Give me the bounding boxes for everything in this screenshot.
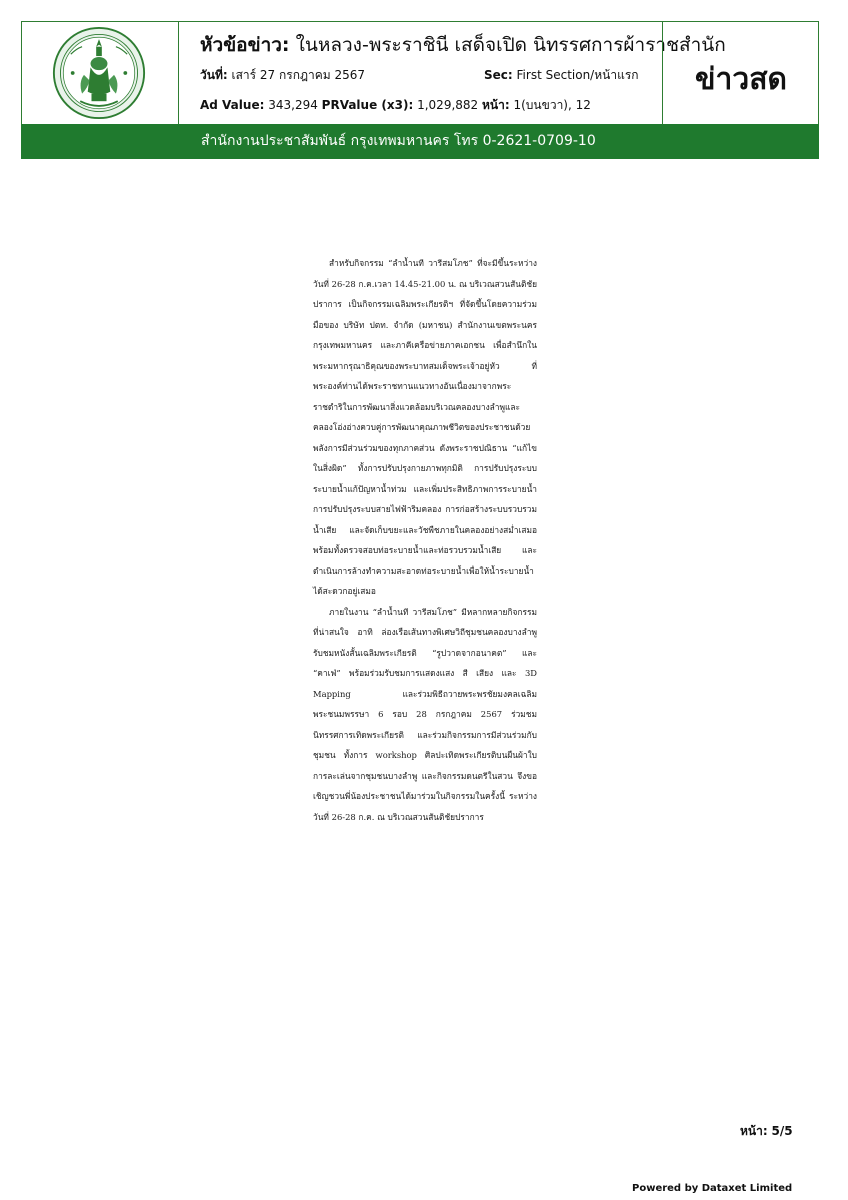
page-value: 1(บนขวา), 12 xyxy=(513,98,591,112)
pr-value-label: PRValue (x3): xyxy=(321,98,414,112)
publication-cell xyxy=(662,22,819,124)
agency-text: สำนักงานประชาสัมพันธ์ กรุงเทพมหานคร โทร 0-2621-0709-10 xyxy=(201,133,596,149)
publication-name: ข่าวสด xyxy=(695,62,787,97)
bangkok-seal-icon xyxy=(52,26,146,120)
article-paragraph: ภายในงาน “ลำน้ำนที วารีสมโภช” มีหลากหลายกิจกรรมที่น่าสนใจ อาทิ ล่องเรือเส้นทางพิเศษวิถีชุมชนคลองบางลำพู รับชมหนังสั้นเฉลิมพระเกียรติ “รูปวาดจากอนาคต” และ “คาเฟ่” พร้อมร่วมรับชมการแสดงแสง สี เสียง และ 3D Mapping และร่วมพิธีถวายพระพรชัยมงคลเฉลิมพระชนมพรรษา 6 รอบ 28 กรกฎาคม 2567 ร่วมชมนิทรรศการเทิดพระเกียรติ และร่วมกิจกรรมการมีส่วนร่วมกับชุมชน ทั้งการ workshop ศิลปะเทิดพระเกียรติบนผืนผ้าใบ การละเล่นจากชุมชนบางลำพู และกิจกรรมดนตรีในสวน จึงขอเชิญชวนพี่น้องประชาชนได้มาร่วมในกิจกรรมในครั้งนี้ ระหว่างวันที่ 26-28 ก.ค. ณ บริเวณสวนสันติชัยปราการ xyxy=(313,606,537,822)
section-value: First Section/หน้าแรก xyxy=(516,68,639,82)
page-number xyxy=(740,1122,793,1141)
ad-value-label: Ad Value: xyxy=(200,98,265,112)
agency-bar xyxy=(21,124,819,159)
page-number-value: 5/5 xyxy=(771,1124,793,1138)
pr-value: 1,029,882 xyxy=(417,98,479,112)
logo-cell xyxy=(22,22,179,124)
powered-by: Powered by Dataxet Limited xyxy=(632,1183,793,1194)
page-number-label: หน้า: xyxy=(740,1124,768,1138)
article-paragraph: สำหรับกิจกรรม “ลำน้ำนที วารีสมโภช” ที่จะมีขึ้นระหว่างวันที่ 26-28 ก.ค.เวลา 14.45-21.00 น. ณ บริเวณสวนสันติชัยปราการ เป็นกิจกรรมเฉลิมพระเกียรติฯ ที่จัดขึ้นโดยความร่วมมือของ บริษัท ปตท. จำกัด (มหาชน) สำนักงานเขตพระนคร กรุงเทพมหานคร และภาคีเครือข่ายภาคเอกชน เพื่อสำนึกในพระมหากรุณาธิคุณของพระบาทสมเด็จพระเจ้าอยู่หัว ที่พระองค์ท่านได้พระราชทานแนวทางอันเนื่องมาจากพระราชดำริในการพัฒนาสิ่งแวดล้อมบริเวณคลองบางลำพูและคลองโอ่งอ่างควบคู่การพัฒนาคุณภาพชีวิตของประชาชนด้วยพลังการมีส่วนร่วมของทุกภาคส่วน ดังพระราชปณิธาน “แก้ไขในสิ่งผิด” ทั้งการปรับปรุงกายภาพทุกมิติ การปรับปรุงระบบระบายน้ำแก้ปัญหาน้ำท่วม และเพิ่มประสิทธิภาพการระบายน้ำ การปรับปรุงระบบสายไฟฟ้าริมคลอง การก่อสร้างระบบรวบรวมน้ำเสีย และจัดเก็บขยะและวัชพืชภายในคลองอย่างสม่ำเสมอ พร้อมทั้งตรวจสอบท่อระบายน้ำและท่อรวบรวมน้ำเสีย และดำเนินการล้างทำความสะอาดท่อระบายน้ำเพื่อให้น้ำระบายน้ำได้สะดวกอยู่เสมอ xyxy=(313,258,537,596)
clip-info xyxy=(179,22,726,124)
date-line xyxy=(200,66,365,85)
date-value: เสาร์ 27 กรกฎาคม 2567 xyxy=(231,68,366,82)
section-label: Sec: xyxy=(484,68,513,82)
section-line xyxy=(484,66,639,85)
clipping-header xyxy=(21,21,819,159)
value-line xyxy=(200,96,591,115)
news-clipping xyxy=(313,253,537,1073)
date-label: วันที่: xyxy=(200,68,228,82)
header-box xyxy=(21,21,819,125)
headline-text: ในหลวง-พระราชินี เสด็จเปิด นิทรรศการผ้าราชสำนัก xyxy=(295,34,726,56)
ad-value: 343,294 xyxy=(268,98,318,112)
headline-label: หัวข้อข่าว: xyxy=(200,34,290,56)
page-label: หน้า: xyxy=(482,98,510,112)
headline xyxy=(200,30,726,60)
